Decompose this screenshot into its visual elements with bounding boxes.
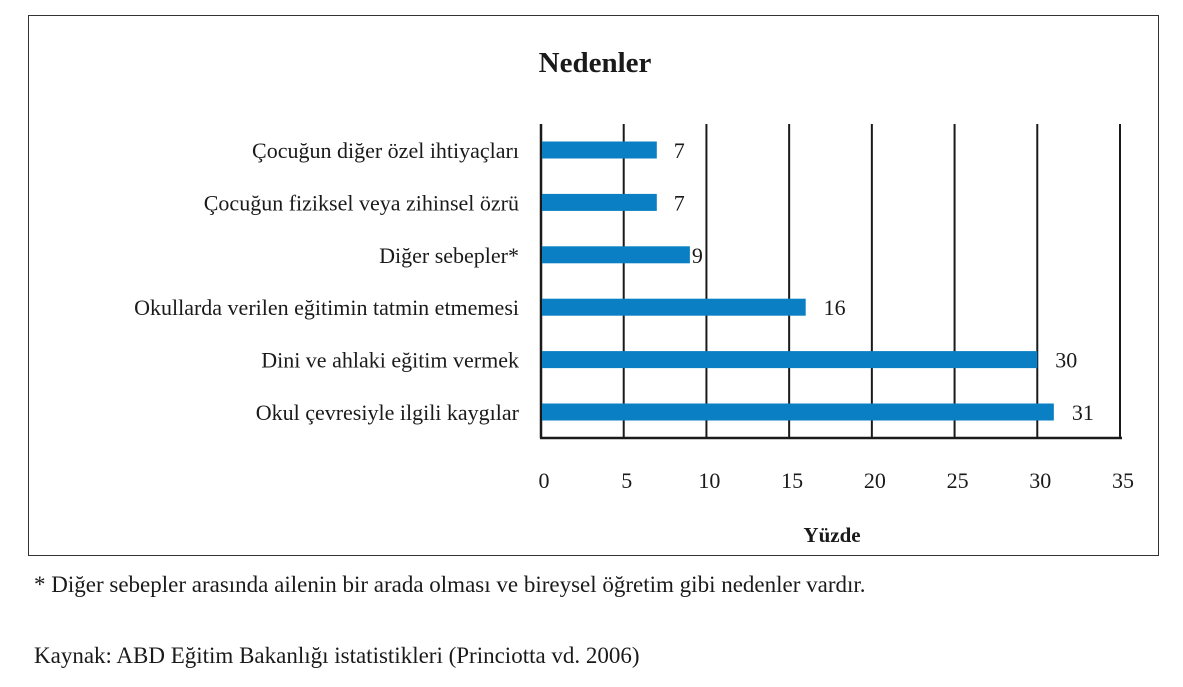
bar-1 — [542, 142, 657, 159]
x-tick-15: 15 — [781, 468, 804, 493]
bar-6 — [542, 404, 1054, 421]
bar-chart — [29, 16, 1160, 557]
x-tick-30: 30 — [1029, 468, 1052, 493]
footnote: * Diğer sebepler arasında ailenin bir arada olması ve bireysel öğretim gibi nedenler vardır. — [34, 572, 866, 597]
category-label-5: Dini ve ahlaki eğitim vermek — [261, 347, 519, 373]
category-label-2: Çocuğun fiziksel veya zihinsel özrü — [203, 190, 519, 216]
category-label-4: Okullarda verilen eğitimin tatmin etmemesi — [134, 295, 519, 321]
x-tick-25: 25 — [946, 468, 969, 493]
category-label-3: Diğer sebepler* — [379, 242, 519, 268]
x-tick-35: 35 — [1112, 468, 1134, 493]
bar-3 — [542, 246, 690, 263]
bar-5 — [542, 351, 1037, 368]
data-label-1: 7 — [673, 138, 685, 163]
category-label-6: Okul çevresiyle ilgili kaygılar — [255, 400, 519, 425]
source-note: Kaynak: ABD Eğitim Bakanlığı istatistikleri (Princiotta vd. 2006) — [34, 643, 640, 668]
x-tick-20: 20 — [863, 468, 886, 493]
data-label-6: 31 — [1071, 400, 1094, 425]
x-tick-5: 5 — [621, 468, 633, 493]
gridlines — [624, 124, 1120, 438]
data-label-3: 9 — [691, 242, 703, 268]
data-label-2: 7 — [673, 190, 685, 216]
bar-2 — [542, 194, 657, 211]
axes — [540, 124, 1122, 438]
data-label-5: 30 — [1055, 347, 1078, 373]
category-label-1: Çocuğun diğer özel ihtiyaçları — [252, 138, 519, 163]
chart-title: Nedenler — [538, 47, 652, 79]
x-tick-labels — [539, 468, 1135, 493]
x-tick-10: 10 — [698, 468, 721, 493]
chart-frame — [28, 15, 1159, 556]
bar-4 — [542, 299, 806, 316]
data-labels — [674, 138, 1094, 425]
category-labels — [134, 138, 520, 425]
data-label-4: 16 — [823, 295, 846, 321]
bars — [542, 142, 1054, 421]
x-tick-0: 0 — [538, 468, 550, 493]
x-axis-label: Yüzde — [803, 523, 861, 547]
